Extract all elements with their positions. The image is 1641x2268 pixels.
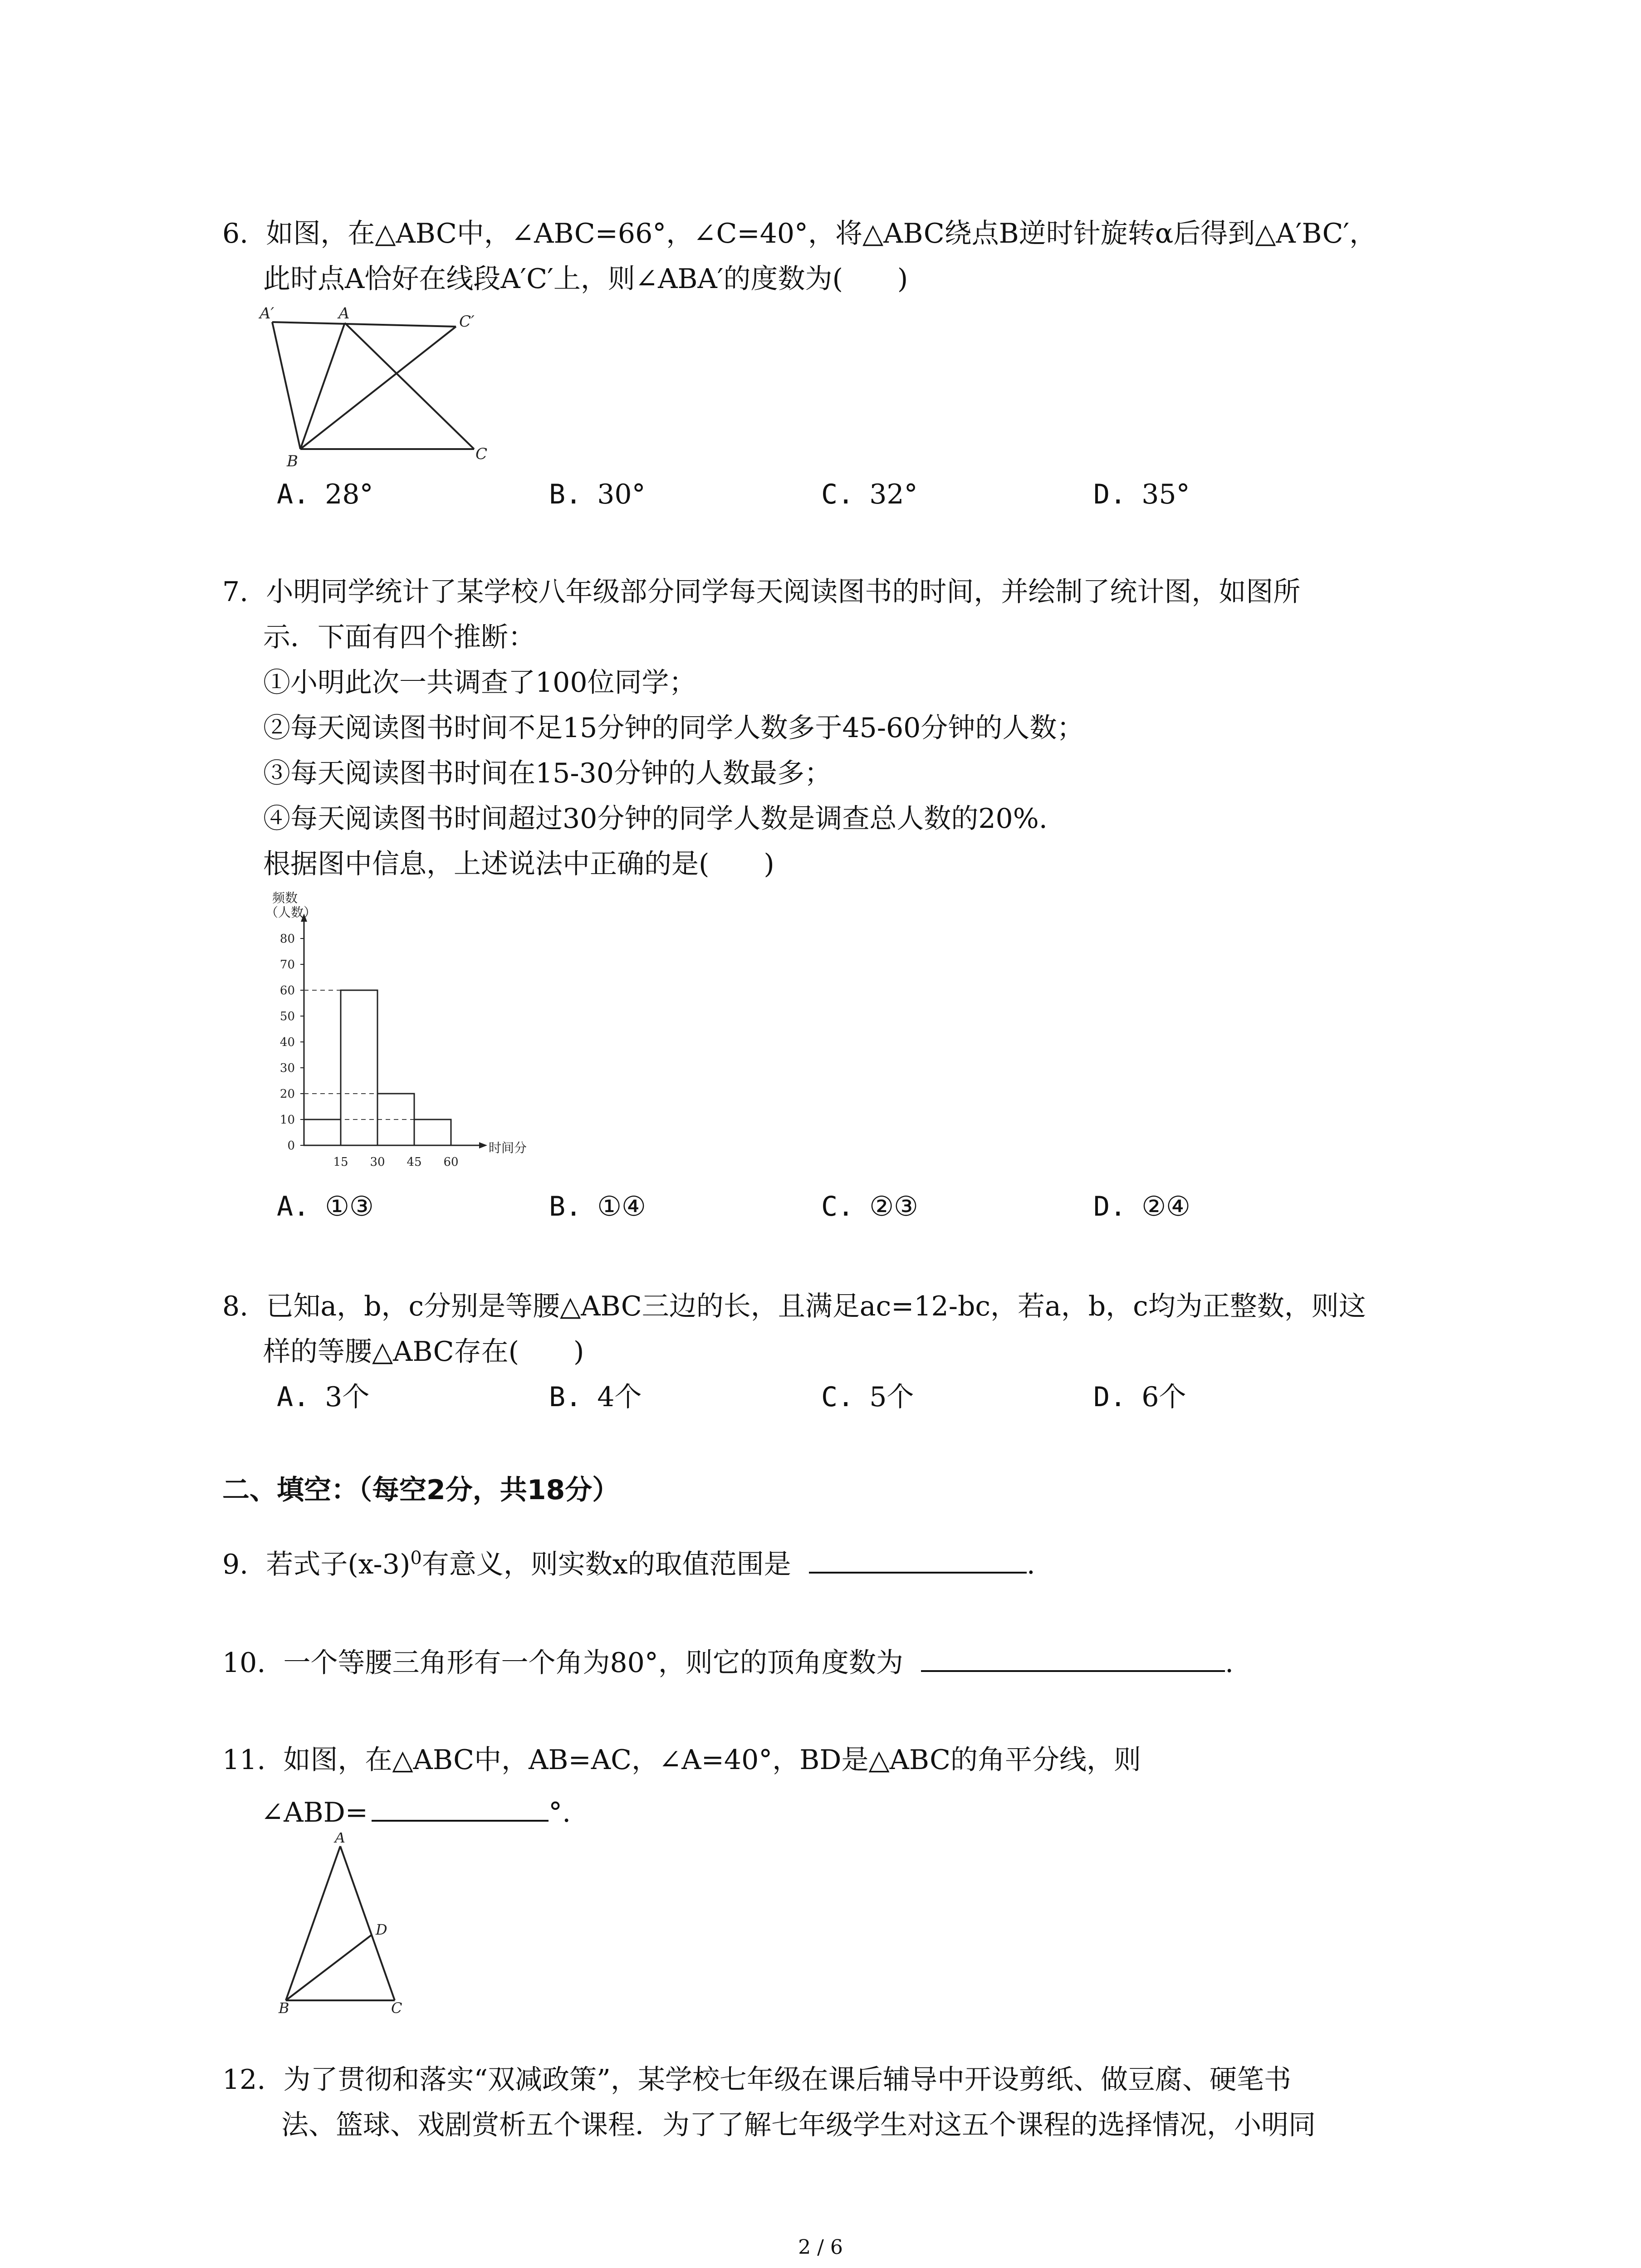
q6-line1 — [222, 215, 1376, 252]
q7-option-c-label: C. — [821, 1191, 854, 1222]
q7-text-line1: 小明同学统计了某学校八年级部分同学每天阅读图书的时间，并绘制了统计图，如图所 — [266, 576, 1301, 608]
q6-option-d-label: D. — [1093, 479, 1127, 510]
q7-option-c[interactable] — [821, 1188, 918, 1225]
q12-line1 — [222, 2062, 1291, 2098]
q8-option-d-label: D. — [1093, 1381, 1127, 1413]
y-axis-label-line1: 频数 — [272, 891, 298, 905]
q11-text-line1: 如图，在△ABC中，AB=AC，∠A=40°，BD是△ABC的角平分线，则 — [283, 1744, 1141, 1776]
q9-text-after: 有意义，则实数x的取值范围是 — [421, 1549, 791, 1580]
q7-statement-1: ①小明此次一共调查了100位同学； — [263, 667, 696, 699]
q11-figure — [272, 1833, 417, 2014]
x-tick-label: 60 — [443, 1155, 459, 1169]
q8-option-c-label: C. — [821, 1381, 854, 1413]
q6-option-d[interactable] — [1093, 476, 1190, 513]
q6-option-c-text: 32° — [869, 479, 918, 510]
q7-line2: 示．下面有四个推断： — [263, 621, 535, 653]
q11-line1 — [222, 1742, 1141, 1778]
q8-line1 — [222, 1288, 1366, 1325]
q6-number: 6. — [222, 218, 249, 249]
q8-option-b[interactable] — [549, 1379, 642, 1415]
q6-option-b-label: B. — [549, 479, 582, 510]
histogram-bar — [341, 990, 377, 1145]
q8-line2: 样的等腰△ABC存在( ) — [263, 1336, 584, 1368]
q7-option-b-text: ①④ — [597, 1191, 646, 1222]
q12-text-line1: 为了贯彻和落实“双减政策”，某学校七年级在课后辅导中开设剪纸、做豆腐、硬笔书 — [283, 2064, 1291, 2096]
q8-option-a[interactable] — [277, 1379, 369, 1415]
q6-option-a-label: A. — [277, 479, 310, 510]
q11-label-d: D — [376, 1921, 387, 1938]
y-tick-label: 10 — [279, 1113, 295, 1127]
q6-option-a[interactable] — [277, 476, 373, 513]
q7-option-a-text: ①③ — [325, 1191, 374, 1222]
q6-line2 — [263, 261, 908, 297]
y-axis-label-line2: （人数） — [265, 905, 317, 920]
x-tick-label: 45 — [407, 1155, 422, 1169]
q12-number: 12. — [222, 2064, 266, 2096]
q7-statement-4: ④每天阅读图书时间超过30分钟的同学人数是调查总人数的20%. — [263, 803, 1048, 835]
q11-label-a: A — [335, 1833, 346, 1846]
q6-text-line1: 如图，在△ABC中，∠ABC=66°，∠C=40°，将△ABC绕点B逆时针旋转α后得到△A′BC′， — [266, 218, 1377, 249]
q10-number: 10. — [222, 1647, 266, 1679]
q7-number: 7. — [222, 576, 249, 608]
page-number: 2 / 6 — [798, 2236, 843, 2259]
q6-option-c[interactable] — [821, 476, 918, 513]
q7-option-b-label: B. — [549, 1191, 582, 1222]
y-tick-label: 0 — [287, 1139, 295, 1153]
q11-answer-blank[interactable] — [372, 1792, 549, 1822]
y-tick-label: 40 — [279, 1036, 295, 1049]
q10-answer-blank[interactable] — [921, 1642, 1225, 1672]
q7-question: 根据图中信息，上述说法中正确的是( ) — [263, 848, 774, 880]
section-2-title: 二、填空：（每空2分，共18分） — [222, 1474, 620, 1506]
q7-statement-3: ③每天阅读图书时间在15-30分钟的人数最多； — [263, 758, 832, 789]
q10-end: . — [1225, 1647, 1234, 1679]
q7-line1 — [222, 574, 1300, 610]
q12-line2: 法、篮球、戏剧赏析五个课程．为了了解七年级学生对这五个课程的选择情况，小明同 — [281, 2109, 1316, 2141]
q9-number: 9. — [222, 1549, 249, 1580]
y-tick-label: 60 — [279, 984, 295, 997]
q6-label-a: A — [338, 304, 350, 323]
q8-option-a-label: A. — [277, 1381, 310, 1413]
q8-option-a-text: 3个 — [325, 1381, 370, 1413]
q8-number: 8. — [222, 1290, 249, 1322]
q6-option-c-label: C. — [821, 479, 854, 510]
q6-label-c-prime: C′ — [459, 313, 475, 331]
q7-statement-2: ②每天阅读图书时间不足15分钟的同学人数多于45-60分钟的人数； — [263, 712, 1084, 744]
q8-option-d-text: 6个 — [1141, 1381, 1186, 1413]
q6-label-a-prime: A′ — [260, 304, 274, 323]
x-tick-label: 30 — [370, 1155, 385, 1169]
q9-superscript: 0 — [410, 1548, 422, 1569]
q8-option-b-text: 4个 — [597, 1381, 642, 1413]
q6-label-b: B — [287, 452, 298, 470]
q11-label-c: C — [391, 1999, 402, 2014]
y-tick-label: 30 — [279, 1061, 295, 1075]
q11-text-before: ∠ABD= — [261, 1797, 368, 1828]
q6-text-line2: 此时点A恰好在线段A′C′上，则∠ABA′的度数为( ) — [263, 263, 908, 295]
q11-text-after: °. — [549, 1797, 571, 1828]
q9-line — [222, 1540, 1035, 1583]
q9-end: . — [1026, 1549, 1035, 1580]
q9-text-before: 若式子(x-3) — [266, 1549, 411, 1580]
y-tick-label: 50 — [279, 1010, 295, 1023]
q6-option-d-text: 35° — [1141, 479, 1190, 510]
q8-option-b-label: B. — [549, 1381, 582, 1413]
y-tick-label: 70 — [279, 958, 295, 972]
q6-option-b[interactable] — [549, 476, 646, 513]
q7-option-d[interactable] — [1093, 1188, 1190, 1225]
x-axis-arrow — [479, 1142, 487, 1149]
q11-line2 — [261, 1792, 571, 1831]
q8-option-c[interactable] — [821, 1379, 914, 1415]
q11-number: 11. — [222, 1744, 266, 1776]
q7-option-d-label: D. — [1093, 1191, 1127, 1222]
x-tick-label: 15 — [333, 1155, 348, 1169]
y-tick-label: 80 — [279, 932, 295, 946]
q6-option-b-text: 30° — [597, 479, 646, 510]
q8-option-c-text: 5个 — [869, 1381, 914, 1413]
x-axis-label: 时间分 — [488, 1140, 527, 1155]
q8-option-d[interactable] — [1093, 1379, 1186, 1415]
q11-label-b: B — [279, 1999, 289, 2014]
q9-answer-blank[interactable] — [809, 1544, 1027, 1574]
histogram-bar — [304, 1119, 341, 1145]
q8-text-line1: 已知a，b，c分别是等腰△ABC三边的长，且满足ac=12-bc，若a，b，c均为正整数，则这 — [266, 1290, 1366, 1322]
q10-line — [222, 1642, 1234, 1681]
y-tick-label: 20 — [279, 1087, 295, 1101]
q7-option-c-text: ②③ — [869, 1191, 918, 1222]
q6-label-c: C — [475, 445, 488, 463]
q6-figure — [259, 304, 495, 472]
q7-option-a-label: A. — [277, 1191, 310, 1222]
histogram-bar — [414, 1119, 451, 1145]
q7-option-a[interactable] — [277, 1188, 374, 1225]
q7-histogram — [254, 891, 535, 1182]
q6-option-a-text: 28° — [325, 479, 373, 510]
q10-text: 一个等腰三角形有一个角为80°，则它的顶角度数为 — [283, 1647, 903, 1679]
q7-option-b[interactable] — [549, 1188, 646, 1225]
q7-option-d-text: ②④ — [1141, 1191, 1190, 1222]
